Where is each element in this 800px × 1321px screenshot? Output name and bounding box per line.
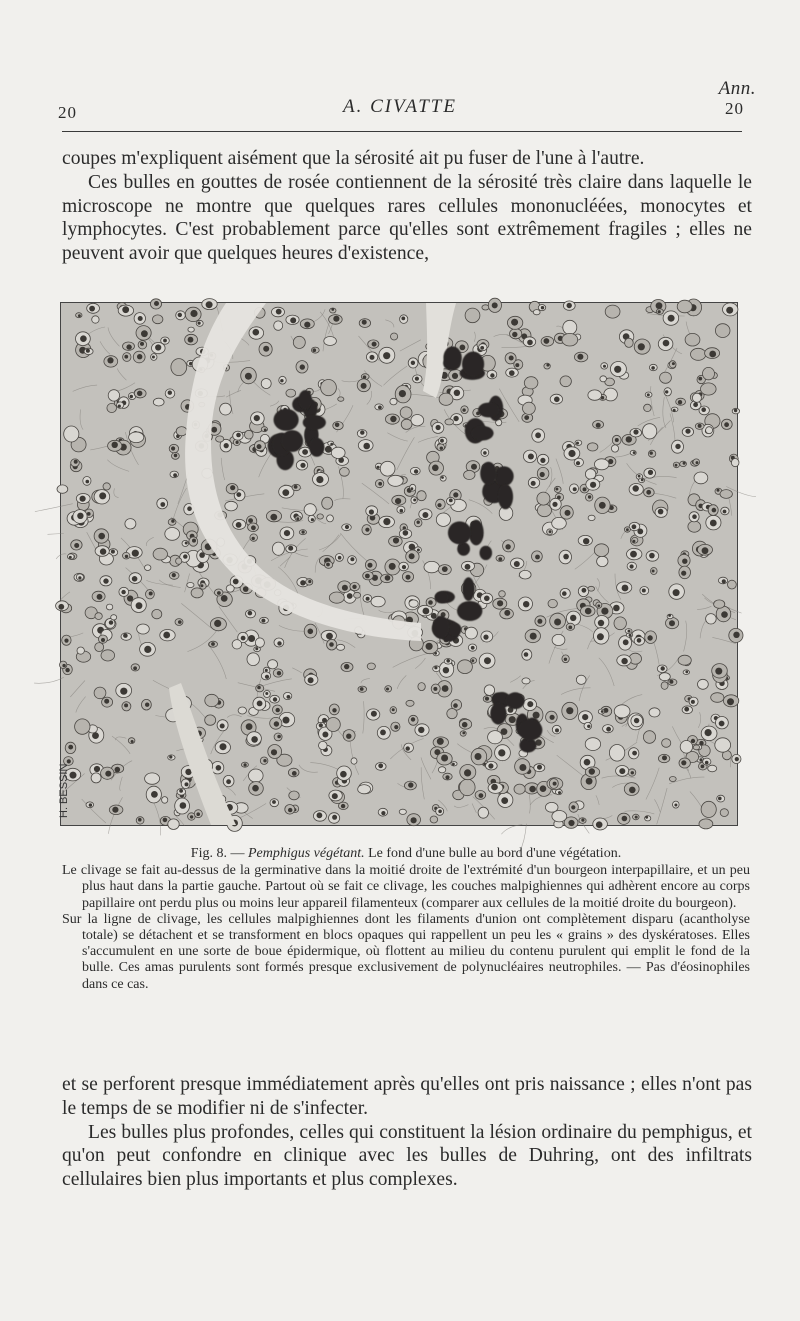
running-head-ann: Ann. [718,78,756,99]
caption-paragraph: Le clivage se fait au-dessus de la germinative dans la moitié droite de l'extrémité d'un bourgeon interpapillaire, et un peu plus haut dans la partie gauche. Partout où se fait ce clivage, les couches malpighiennes qui adhèrent encore au corps papillaire ont perdu plus ou moins leur appareil filamenteux (comparer aux cellules de la moitié droite du bourgeon). [62,863,750,911]
caption-paragraph: Sur la ligne de clivage, les cellules malpighiennes dont les filaments d'union ont complètement disparu (acantholyse totale) se détachent et se transforment en blocs opaques qui rappellent un peu les « grains » des dyskératoses. Elles s'accumulent en une sorte de boue épidermique, où flottent au milieu du contenu purulent qui emplit le fond de la bulle. Ces amas purulents sont formés presque exclusivement de polynucléaires neutrophiles. — Pas d'éosinophiles dans ce cas. [62,911,750,992]
figure-caption [62,846,750,993]
paragraph: coupes m'expliquent aisément que la sérosité ait pu fuser de l'une à l'autre. [62,148,645,169]
header-rule [62,131,742,132]
page-number-right: 20 [725,99,744,118]
artist-signature: H. BESSIN [58,763,70,818]
paragraph: Ces bulles en gouttes de rosée contiennent de la sérosité très claire dans laquelle le microscope ne montre que quelques rares cellules mononucléées, monocytes et lymphocytes. C'est probablement parce qu'elles sont extrêmement fragiles ; elles ne peuvent avoir que quelques heures d'existence, [62,171,752,265]
caption-fig-italic: Pemphigus végétant. [247,846,365,861]
body-text-bottom [62,1073,752,1192]
histology-illustration [58,303,737,825]
running-head-author: A. CIVATTE [343,96,457,117]
paragraph: et se perforent presque immédiatement après qu'elles ont pris naissance ; elles n'ont pas le temps de se modifier ni de s'infecter. [62,1074,752,1119]
paragraph: Les bulles plus profondes, celles qui constituent la lésion ordinaire du pemphigus, et qu'on peut confondre en clinique avec les bulles de Duhring, ont des infiltrats cellulaires bien plus importants et plus complexes. [62,1121,752,1191]
caption-fig-rest: Le fond d'une bulle au bord d'une végétation. [364,846,622,861]
page-number-left: 20 [58,103,77,122]
caption-title [62,846,750,862]
caption-fig-label: Fig. 8. — [190,846,248,861]
body-text-top [62,147,752,266]
histology-figure [60,302,738,826]
